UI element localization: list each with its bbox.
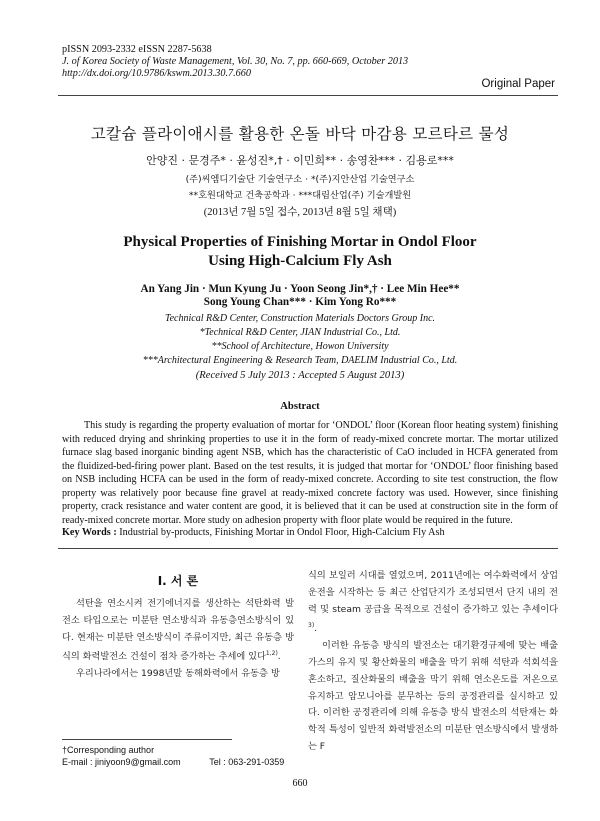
doi-link[interactable]: http://dx.doi.org/10.9786/kswm.2013.30.7.660	[62, 68, 251, 79]
issn-line: pISSN 2093-2332 eISSN 2287-5638	[62, 44, 212, 55]
korean-authors: 안양진 · 문경주* · 윤성진*,† · 이민희** · 송영찬*** · 김용로***	[146, 154, 454, 167]
contact-tel: Tel : 063-291-0359	[209, 757, 285, 767]
journal-citation: J. of Korea Society of Waste Management, Vol. 30, No. 7, pp. 660-669, October 2013	[62, 56, 409, 67]
journal-header	[62, 44, 408, 80]
keywords-text: Industrial by-products, Finishing Mortar in Ondol Floor, High-Calcium Fly Ash	[119, 527, 445, 538]
english-title-line-2: Using High-Calcium Fly Ash	[208, 253, 392, 269]
english-affiliation-4: ***Architectural Engineering & Research Team, DAELIM Industrial Co., Ltd.	[142, 355, 458, 366]
keywords	[62, 527, 445, 538]
contact-line	[62, 756, 284, 768]
abstract-divider	[58, 548, 558, 549]
english-affiliation-3: **School of Architecture, Howon University	[211, 341, 389, 352]
left-paragraph-2: 우리나라에서는 1998년말 동해화력에서 유동층 방	[76, 668, 280, 680]
english-authors	[0, 283, 600, 309]
english-affiliation-2: *Technical R&D Center, JIAN Industrial Co., Ltd.	[199, 327, 401, 338]
english-title-line-1: Physical Properties of Finishing Mortar in Ondol Floor	[123, 234, 477, 250]
korean-affiliation-1: (주)씨엠디기술단 기술연구소 · *(주)지안산업 기술연구소	[185, 174, 415, 185]
header-divider	[58, 95, 558, 96]
right-paragraph-1: 식의 보일러 시대를 열었으며, 2011년에는 여수화력에서 상업운전을 시작하는 등 최근 산업단지가 조성되면서 단지 내의 전력 및 steam 공급을 목적으로 건설이 증가하고 있는 추세이다$^{3)}$.	[308, 570, 558, 635]
english-dates: (Received 5 July 2013 : Accepted 5 August 2013)	[195, 370, 405, 381]
right-column	[308, 568, 558, 756]
korean-dates: (2013년 7월 5일 접수, 2013년 8월 5일 채택)	[203, 207, 397, 218]
keywords-label: Key Words :	[62, 527, 117, 538]
left-paragraph-1: 석탄을 연소시켜 전기에너지를 생산하는 석탄화력 발전소 타입으로는 미분탄 연소방식과 유동층연소방식이 있다. 현재는 미분탄 연소방식이 주류이지만, 최근 유동층 방식의 화력발전소 건설이 점차 증가하는 추세에 있다$^{1,2)}$.	[62, 598, 294, 663]
right-paragraph-2: 이러한 유동층 방식의 발전소는 대기환경규제에 맞는 배출가스의 유지 및 황산화물의 배출을 막기 위해 석탄과 석회석을 혼소하고, 질산화물의 배출을 막기 위해 연소온도를 저온으로 유지하고 암모니아를 분무하는 등의 공정관리를 실시하고 있다. 이러한 공정관리에 의해 유동층 방식 발전소의 석탄재는 화학적 특성이 일반적 화력발전소의 미분탄 연소방식에서 발생하는 F	[308, 640, 558, 753]
abstract-heading: Abstract	[280, 401, 320, 412]
english-title	[0, 233, 600, 271]
footnote-divider	[62, 739, 232, 740]
korean-affiliation-2: **호원대학교 건축공학과 · ***대림산업(주) 기술개발원	[188, 190, 412, 201]
footnote	[62, 744, 284, 768]
page-number: 660	[292, 778, 308, 789]
citation-ref-3[interactable]: 3)	[308, 622, 315, 630]
english-affiliation-1: Technical R&D Center, Construction Materials Doctors Group Inc.	[164, 313, 436, 324]
korean-title: 고칼슘 플라이애시를 활용한 온돌 바닥 마감용 모르타르 물성	[90, 125, 510, 143]
corresponding-author-label: †Corresponding author	[62, 745, 155, 755]
abstract-text: This study is regarding the property evaluation of mortar for ‘ONDOL’ floor (Korean floor heating system) finishing with reduced drying and shrinking properties to use it in the form of ready-mixed concrete mortar. The mortar utilized furnace slag based inorganic binding agent NSB, which has the characteristic of CaO included in HCFA generated from the fluidized-bed-firing power plant. Based on the test results, it is judged that mortar for ‘ONDOL’ floor finishing based on NSB including HCFA can be used in the form of ready-mixed concrete. According to site test construction, the flow property was relatively poor because fine gravel at ready-mixed concrete factory was used. However, since finishing property, crack resistance and water content are good, it is believed that it can be used at construction site in the form of ready-mixed concrete mortar. More study on adhesion property with floor plate would be required in the future.	[62, 420, 558, 526]
english-authors-line-1: An Yang Jin · Mun Kyung Ju · Yoon Seong Jin*,† · Lee Min Hee**	[140, 283, 460, 295]
paper-type-label: Original Paper	[481, 78, 555, 90]
contact-email[interactable]: E-mail : jiniyoon9@gmail.com	[62, 757, 181, 767]
left-column	[62, 596, 294, 683]
citation-ref-1-2[interactable]: 1,2)	[265, 650, 278, 658]
english-authors-line-2: Song Young Chan*** · Kim Yong Ro***	[203, 296, 397, 308]
section-heading-introduction: I. 서 론	[157, 574, 199, 588]
